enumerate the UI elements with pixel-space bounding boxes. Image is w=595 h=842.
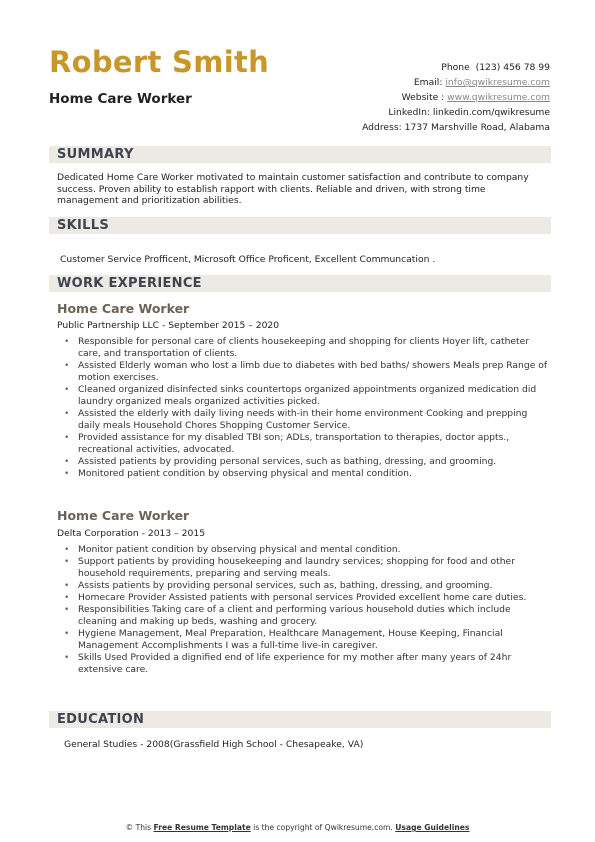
job-2-bullets — [57, 544, 549, 676]
list-item: • Responsibilities Taking care of a client and performing various household duties which include cleaning and making up beds, washing and grocery. — [57, 604, 549, 628]
list-item: • Assists patients by providing personal services, such as, bathing, dressing, and grooming. — [57, 580, 549, 592]
education-header — [49, 711, 551, 728]
phone-label: Phone — [441, 62, 470, 73]
job-1-bullets — [57, 336, 549, 480]
website-label: Website : — [401, 92, 445, 103]
education-text: General Studies - 2008(Grassfield High School - Chesapeake, VA) — [64, 739, 364, 750]
list-item: • Skills Used Provided a dignified end of life experience for my mother after many years of 24hr extensive care. — [57, 652, 549, 676]
list-item: • Homecare Provider Assisted patients with personal services Provided excellent home care duties. — [57, 592, 549, 604]
list-item: • Assisted the elderly with daily living needs with-in their home environment Cooking and prepping daily meals Household Chores Shopping Customer Service. — [57, 408, 549, 432]
list-item: • Support patients by providing housekeeping and laundry services; shopping for food and other household requirements, preparing and serving meals. — [57, 556, 549, 580]
contact-linkedin — [362, 105, 550, 120]
job-1-company: Public Partnership LLC - September 2015 – 2020 — [57, 320, 280, 331]
contact-website — [362, 90, 550, 105]
linkedin-label: LinkedIn: — [388, 107, 430, 118]
job-2-title: Home Care Worker — [57, 508, 190, 523]
list-item: • Assisted Elderly woman who lost a limb due to diabetes with bed baths/ showers Meals prep Range of motion exercises. — [57, 360, 549, 384]
list-item: • Responsible for personal care of clients housekeeping and shopping for clients Hoyer lift, catheter care, and transportation of clients. — [57, 336, 549, 360]
candidate-title: Home Care Worker — [49, 91, 192, 107]
job-2-company: Delta Corporation - 2013 – 2015 — [57, 528, 206, 539]
list-item: • Cleaned organized disinfected sinks countertops organized appointments organized medication did laundry organized meals organized activities picked. — [57, 384, 549, 408]
contact-address — [362, 120, 550, 135]
list-item: • Monitor patient condition by observing physical and mental condition. — [57, 544, 549, 556]
email-label: Email: — [413, 77, 443, 88]
summary-heading: SUMMARY — [57, 147, 134, 162]
skills-text: Customer Service Profficent, Microsoft Office Proficent, Excellent Communcation . — [60, 254, 436, 265]
free-resume-template-link[interactable]: Free Resume Template — [153, 823, 251, 832]
footer-middle: is the copyright of Qwikresume.com. — [253, 823, 393, 832]
education-heading: EDUCATION — [57, 712, 145, 727]
summary-header — [49, 146, 551, 163]
summary-text: Dedicated Home Care Worker motivated to maintain customer satisfaction and contribute to company success. Proven ability to establish rapport with clients. Reliable and driven, with strong time management and prioritization abilities. — [57, 172, 529, 206]
footer — [0, 823, 595, 832]
website-link[interactable]: www.qwikresume.com — [447, 92, 550, 103]
linkedin-value: linkedin.com/qwikresume — [432, 107, 550, 118]
list-item: • Monitored patient condition by observing physical and mental condition. — [57, 468, 549, 480]
contact-email — [362, 75, 550, 90]
experience-header — [49, 275, 551, 292]
phone-value: (123) 456 78 99 — [475, 62, 550, 73]
experience-heading: WORK EXPERIENCE — [57, 276, 202, 291]
address-value: 1737 Marshville Road, Alabama — [404, 122, 550, 133]
job-1-title: Home Care Worker — [57, 301, 190, 316]
contact-phone — [362, 60, 550, 75]
candidate-name: Robert Smith — [49, 45, 270, 79]
list-item: • Hygiene Management, Meal Preparation, Healthcare Management, House Keeping, Financial Management Accomplishments I was a full-time live-in caregiver. — [57, 628, 549, 652]
skills-heading: SKILLS — [57, 218, 110, 233]
usage-guidelines-link[interactable]: Usage Guidelines — [395, 823, 470, 832]
address-label: Address: — [362, 122, 402, 133]
list-item: • Provided assistance for my disabled TBI son; ADLs, transportation to therapies, doctor appts., recreational activities, advocated. — [57, 432, 549, 456]
email-link[interactable]: info@qwikresume.com — [445, 77, 550, 88]
skills-header — [49, 217, 551, 234]
contact-block — [362, 60, 550, 135]
list-item: • Assisted patients by providing personal services, such as bathing, dressing, and grooming. — [57, 456, 549, 468]
footer-prefix: © This — [125, 823, 152, 832]
